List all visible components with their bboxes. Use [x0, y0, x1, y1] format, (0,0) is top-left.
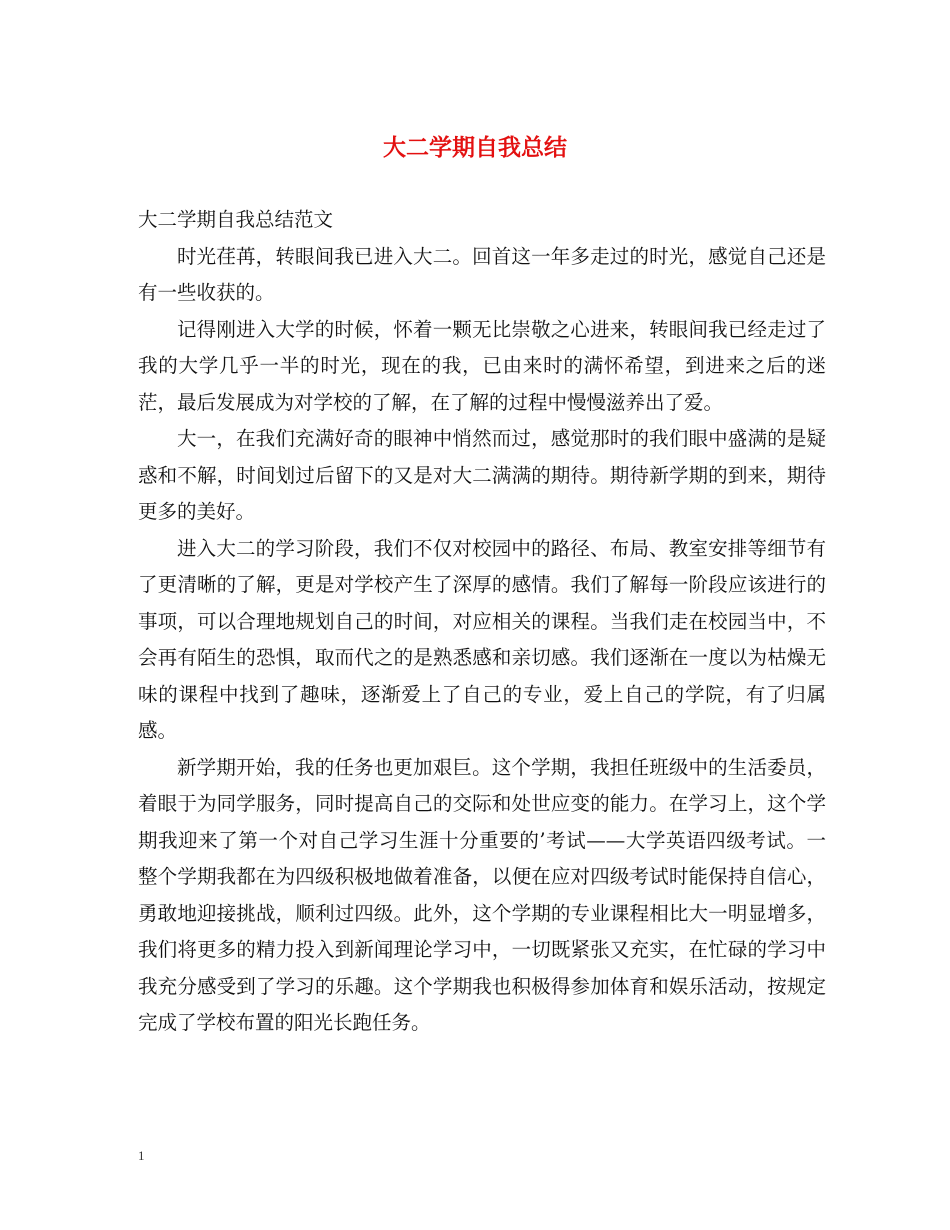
document-subtitle: 大二学期自我总结范文 — [138, 208, 334, 231]
paragraph: 进入大二的学习阶段，我们不仅对校园中的路径、布局、教室安排等细节有了更清晰的了解，更是对学校产生了深厚的感情。我们了解每一阶段应该进行的事项，可以合理地规划自己的时间，对应相关的课程。当我们走在校园当中，不会再有陌生的恐惧，取而代之的是熟悉感和亲切感。我们逐渐在一度以为枯燥无味的课程中找到了趣味，逐渐爱上了自己的专业，爱上自己的学院，有了归属感。 — [138, 536, 826, 742]
document-title: 大二学期自我总结 — [383, 134, 567, 161]
paragraph: 大一，在我们充满好奇的眼神中悄然而过，感觉那时的我们眼中盛满的是疑惑和不解，时间划过后留下的又是对大二满满的期待。期待新学期的到来，期待更多的美好。 — [138, 427, 826, 523]
paragraph: 时光荏苒，转眼间我已进入大二。回首这一年多走过的时光，感觉自己还是有一些收获的。 — [138, 244, 826, 304]
document-body — [138, 202, 826, 1042]
page-number: 1 — [138, 1148, 145, 1163]
paragraph: 新学期开始，我的任务也更加艰巨。这个学期，我担任班级中的生活委员，着眼于为同学服务，同时提高自己的交际和处世应变的能力。在学习上，这个学期我迎来了第一个对自己学习生涯十分重要的’考试——大学英语四级考试。一整个学期我都在为四级积极地做着准备，以便在应对四级考试时能保持自信心，勇敢地迎接挑战，顺利过四级。此外，这个学期的专业课程相比大一明显增多，我们将更多的精力投入到新闻理论学习中，一切既紧张又充实，在忙碌的学习中我充分感受到了学习的乐趣。这个学期我也积极得参加体育和娱乐活动，按规定完成了学校布置的阳光长跑任务。 — [138, 755, 826, 1034]
paragraph: 记得刚进入大学的时候，怀着一颗无比崇敬之心进来，转眼间我已经走过了我的大学几乎一半的时光，现在的我，已由来时的满怀希望，到进来之后的迷茫，最后发展成为对学校的了解，在了解的过程中慢慢滋养出了爱。 — [138, 317, 826, 414]
